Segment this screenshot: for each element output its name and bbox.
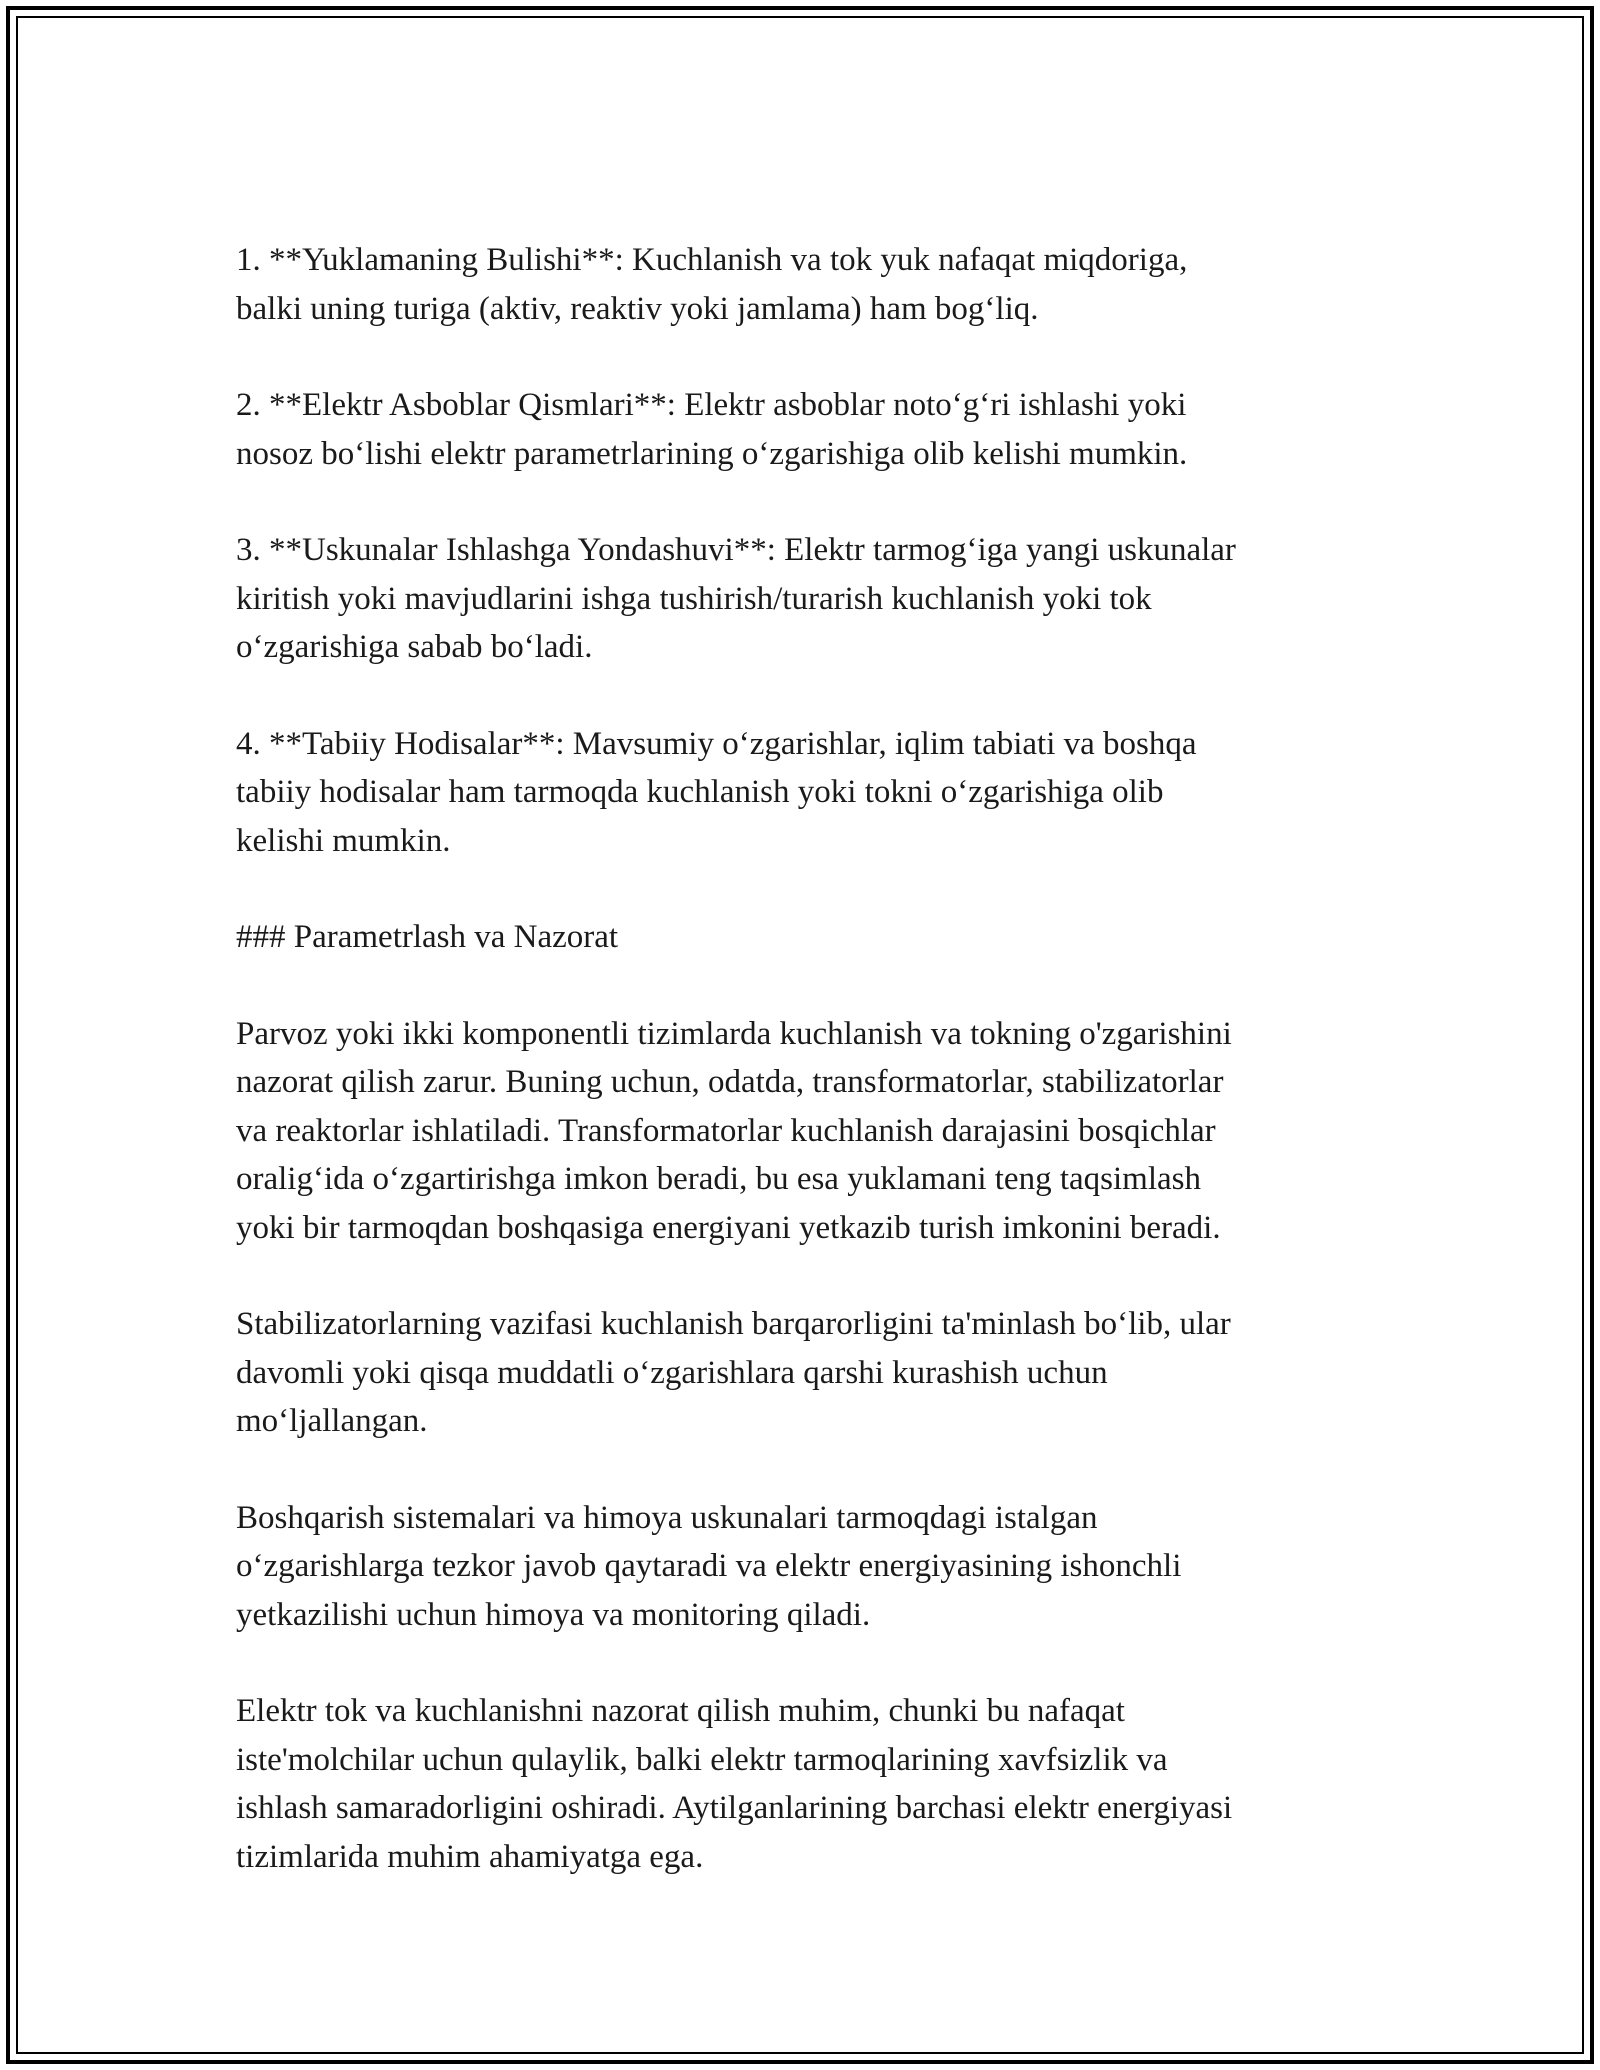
- list-item-2: 2. **Elektr Asboblar Qismlari**: Elektr asboblar noto‘g‘ri ishlashi yoki nosoz bo‘lishi elektr parametrlarining o‘zgarishiga olib kelishi mumkin.: [236, 387, 1188, 472]
- list-item-4: 4. **Tabiiy Hodisalar**: Mavsumiy o‘zgarishlar, iqlim tabiati va boshqa tabiiy hodisalar ham tarmoqda kuchlanish yoki tokni o‘zgarishiga olib kelishi mumkin.: [236, 725, 1197, 859]
- paragraph-conclusion: Elektr tok va kuchlanishni nazorat qilish muhim, chunki bu nafaqat iste'molchilar uchun qulaylik, balki elektr tarmoqlarining xavfsizlik va ishlash samaradorligini oshiradi. Aytilganlarining barchasi elektr energiyasi tizimlarida muhim ahamiyatga ega.: [236, 1693, 1233, 1875]
- paragraph-control-systems: Boshqarish sistemalari va himoya uskunalari tarmoqdagi istalgan o‘zgarishlarga tezkor javob qaytaradi va elektr energiyasining ishonchli yetkazilishi uchun himoya va monitoring qiladi.: [236, 1499, 1182, 1633]
- paragraph-stabilizers: Stabilizatorlarning vazifasi kuchlanish barqarorligini ta'minlash bo‘lib, ular davomli yoki qisqa muddatli o‘zgarishlara qarshi kurashish uchun mo‘ljallangan.: [236, 1306, 1231, 1439]
- paragraph-transformers: Parvoz yoki ikki komponentli tizimlarda kuchlanish va tokning o'zgarishini nazorat qilish zarur. Buning uchun, odatda, transformatorlar, stabilizatorlar va reaktorlar ishlatiladi. Transformatorlar kuchlanish darajasini bosqichlar oralig‘ida o‘zgartirishga imkon beradi, bu esa yuklamani teng taqsimlash yoki bir tarmoqdan boshqasiga energiyani yetkazib turish imkonini beradi.: [236, 1015, 1232, 1246]
- list-item-1: 1. **Yuklamaning Bulishi**: Kuchlanish va tok yuk nafaqat miqdoriga, balki uning turiga (aktiv, reaktiv yoki jamlama) ham bog‘liq.: [236, 242, 1188, 327]
- document-body: [236, 236, 1364, 1881]
- section-heading: ### Parametrlash va Nazorat: [236, 919, 619, 955]
- list-item-3: 3. **Uskunalar Ishlashga Yondashuvi**: Elektr tarmog‘iga yangi uskunalar kiritish yoki mavjudlarini ishga tushirish/turarish kuchlanish yoki tok o‘zgarishiga sabab bo‘ladi.: [236, 532, 1236, 665]
